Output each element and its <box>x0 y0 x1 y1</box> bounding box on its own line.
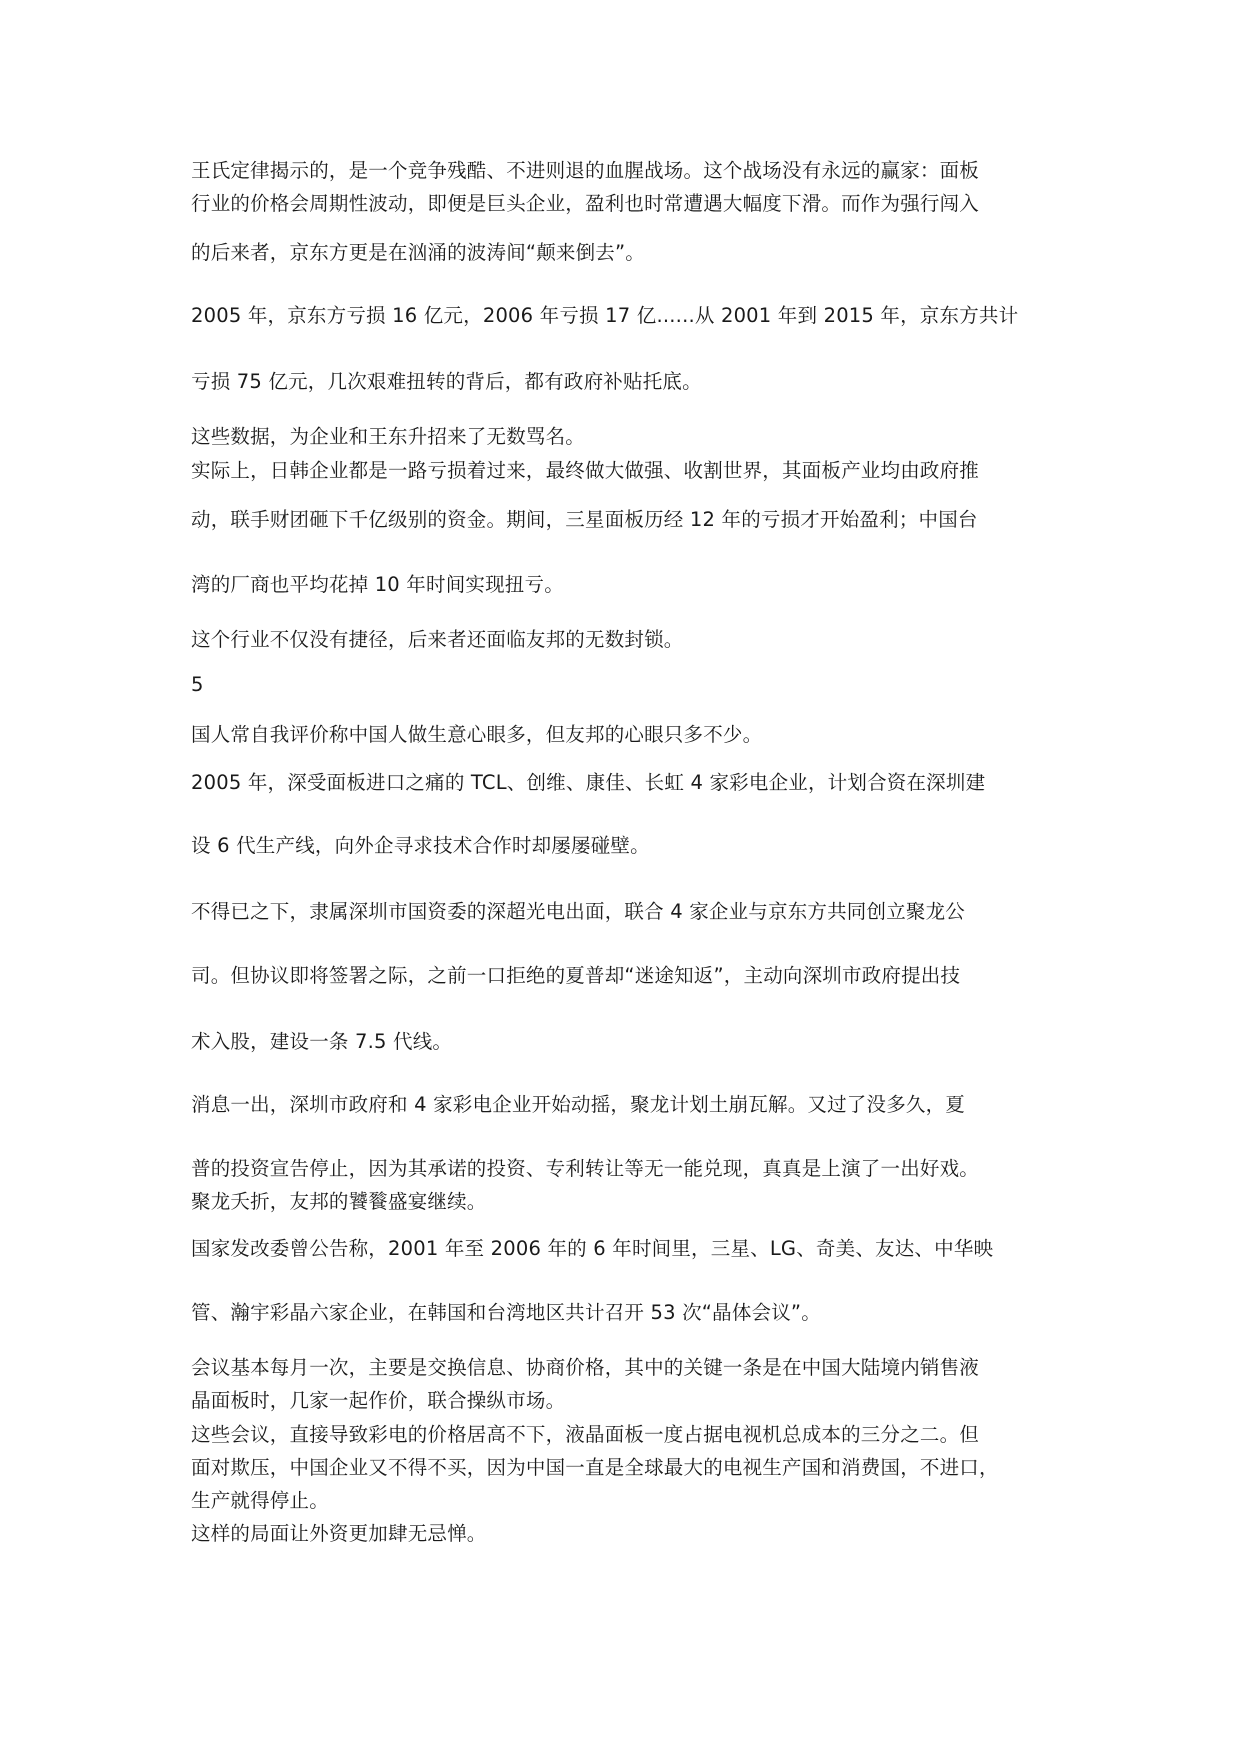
text-line: 动，联手财团砸下千亿级别的资金。期间，三星面板历经 12 年的亏损才开始盈利；中国台 <box>191 508 978 531</box>
text-line: 的后来者，京东方更是在汹涌的波涛间“颠来倒去”。 <box>191 241 646 264</box>
text-line: 普的投资宣告停止，因为其承诺的投资、专利转让等无一能兑现，真真是上演了一出好戏。 <box>191 1157 980 1180</box>
text-line: 这些会议，直接导致彩电的价格居高不下，液晶面板一度占据电视机总成本的三分之二。但 <box>191 1423 980 1446</box>
text-line: 亏损 75 亿元，几次艰难扭转的背后，都有政府补贴托底。 <box>191 370 702 393</box>
text-line: 会议基本每月一次，主要是交换信息、协商价格，其中的关键一条是在中国大陆境内销售液 <box>191 1356 980 1379</box>
text-line: 司。但协议即将签署之际，之前一口拒绝的夏普却“迷途知返”，主动向深圳市政府提出技 <box>191 964 961 987</box>
text-line: 不得已之下，隶属深圳市国资委的深超光电出面，联合 4 家企业与京东方共同创立聚龙公 <box>191 900 966 923</box>
text-line: 术入股，建设一条 7.5 代线。 <box>191 1030 453 1053</box>
text-line: 这样的局面让外资更加肆无忌惮。 <box>191 1522 487 1545</box>
text-line: 设 6 代生产线，向外企寻求技术合作时却屡屡碰壁。 <box>191 834 650 857</box>
text-line: 面对欺压，中国企业又不得不买，因为中国一直是全球最大的电视生产国和消费国，不进口， <box>191 1456 999 1479</box>
text-line: 实际上，日韩企业都是一路亏损着过来，最终做大做强、收割世界，其面板产业均由政府推 <box>191 459 980 482</box>
text-line: 聚龙夭折，友邦的饕餮盛宴继续。 <box>191 1190 487 1213</box>
text-line: 2005 年，京东方亏损 16 亿元，2006 年亏损 17 亿......从 2001 年到 2015 年，京东方共计 <box>191 304 1019 327</box>
text-line: 行业的价格会周期性波动，即便是巨头企业，盈利也时常遭遇大幅度下滑。而作为强行闯入 <box>191 192 980 215</box>
text-line: 管、瀚宇彩晶六家企业，在韩国和台湾地区共计召开 53 次“晶体会议”。 <box>191 1301 821 1324</box>
text-line: 2005 年，深受面板进口之痛的 TCL、创维、康佳、长虹 4 家彩电企业，计划合资在深圳建 <box>191 771 986 794</box>
text-line: 消息一出，深圳市政府和 4 家彩电企业开始动摇，聚龙计划土崩瓦解。又过了没多久，夏 <box>191 1093 966 1116</box>
text-line: 王氏定律揭示的，是一个竞争残酷、不进则退的血腥战场。这个战场没有永远的赢家：面板 <box>191 159 980 182</box>
text-line: 这个行业不仅没有捷径，后来者还面临友邦的无数封锁。 <box>191 628 684 651</box>
section-number: 5 <box>191 673 204 696</box>
text-line: 湾的厂商也平均花掉 10 年时间实现扭亏。 <box>191 573 564 596</box>
text-line: 这些数据，为企业和王东升招来了无数骂名。 <box>191 425 586 448</box>
text-line: 晶面板时，几家一起作价，联合操纵市场。 <box>191 1389 566 1412</box>
text-line: 生产就得停止。 <box>191 1489 329 1512</box>
text-line: 国家发改委曾公告称，2001 年至 2006 年的 6 年时间里，三星、LG、奇美、友达、中华映 <box>191 1237 994 1260</box>
text-line: 国人常自我评价称中国人做生意心眼多，但友邦的心眼只多不少。 <box>191 723 763 746</box>
